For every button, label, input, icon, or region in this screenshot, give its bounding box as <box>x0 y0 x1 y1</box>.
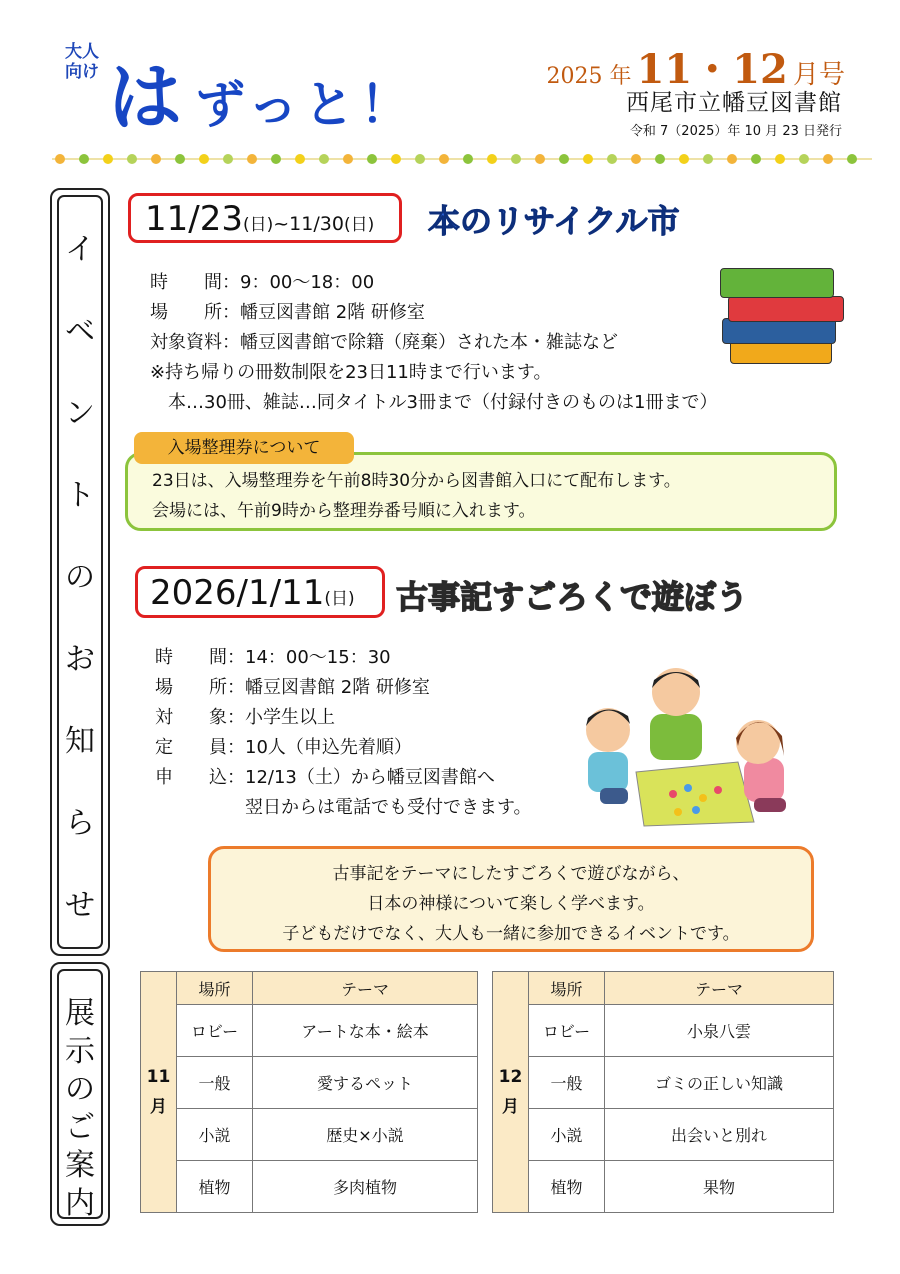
event1-date-day2: (日) <box>343 215 375 235</box>
event1-details <box>150 268 717 418</box>
garland-dot <box>319 154 329 164</box>
event2-apply-phone: 翌日からは電話でも受付できます。 <box>155 797 532 818</box>
event2-date-main: 2026/1/11 <box>150 573 325 613</box>
event1-title: 本のリサイクル市 <box>428 202 680 240</box>
garland-dot <box>295 154 305 164</box>
events-label-char: ン <box>65 396 95 431</box>
column-header-place: 場所 <box>529 972 605 1005</box>
december-month-char: 月 <box>502 1097 519 1117</box>
event2-date-day: (日) <box>324 589 355 609</box>
exhibit-place: 小説 <box>177 1109 253 1161</box>
exhibit-label-char: の <box>65 1072 95 1107</box>
publish-date: 令和 7（2025）年 10 月 23 日発行 <box>629 124 842 139</box>
exhibit-place: 一般 <box>529 1057 605 1109</box>
ticket-notice-text <box>152 466 681 526</box>
garland-dot <box>751 154 761 164</box>
garland-dot <box>415 154 425 164</box>
issue-months: 11・12 <box>636 46 788 93</box>
exhibit-table-november <box>140 971 478 1213</box>
november-month-cell <box>141 972 177 1213</box>
events-label-char: ト <box>65 478 95 513</box>
event1-limit-detail: 本…30冊、雑誌…同タイトル3冊まで（付録付きのものは1冊まで） <box>150 392 718 413</box>
garland-dot <box>631 154 641 164</box>
garland-dot <box>535 154 545 164</box>
november-month-number: 11 <box>146 1067 171 1087</box>
exhibit-theme: 果物 <box>605 1161 834 1213</box>
garland-dot <box>655 154 665 164</box>
event1-limit-note: ※持ち帰りの冊数制限を23日11時まで行います。 <box>150 362 552 383</box>
exhibit-label-char: 展 <box>65 996 95 1031</box>
garland-dot <box>511 154 521 164</box>
garland-dot <box>175 154 185 164</box>
ticket-notice-label: 入場整理券について <box>134 432 354 464</box>
garland-dot <box>151 154 161 164</box>
events-label-char: イ <box>65 232 95 267</box>
issue-suffix: 月号 <box>792 60 845 90</box>
garland-dot <box>559 154 569 164</box>
garland-dot <box>271 154 281 164</box>
events-side-label <box>50 188 110 956</box>
garland-dot <box>703 154 713 164</box>
exhibit-label-char: ご <box>65 1110 95 1145</box>
garland-dot <box>775 154 785 164</box>
events-label-char: の <box>65 560 95 595</box>
exhibit-place: 植物 <box>177 1161 253 1213</box>
garland-dot <box>79 154 89 164</box>
event2-details <box>155 643 532 823</box>
garland-dot <box>343 154 353 164</box>
event2-title: 古事記すごろくで遊ぼう <box>396 578 749 616</box>
column-header-place: 場所 <box>177 972 253 1005</box>
audience-tag: 大人向け <box>65 42 99 82</box>
exhibit-theme: 小泉八雲 <box>605 1005 834 1057</box>
garland-dot <box>247 154 257 164</box>
exhibit-theme: 歴史×小説 <box>253 1109 478 1161</box>
event2-target: 対 象：小学生以上 <box>155 707 335 728</box>
garland-dot <box>799 154 809 164</box>
event2-description-line: 日本の神様について楽しく学べます。 <box>367 894 655 914</box>
garland-dot <box>583 154 593 164</box>
event1-date-box <box>128 193 402 243</box>
exhibit-label-char: 内 <box>65 1186 95 1221</box>
event2-description-line: 古事記をテーマにしたすごろくで遊びながら、 <box>332 864 690 884</box>
exhibits-side-label <box>50 962 110 1226</box>
exhibit-table-december <box>492 971 834 1213</box>
events-label-char: ベ <box>65 314 95 349</box>
dot-garland-divider <box>52 152 872 166</box>
exhibit-label-char: 示 <box>65 1034 95 1069</box>
garland-dot <box>847 154 857 164</box>
event1-place: 場 所：幡豆図書館 2階 研修室 <box>150 302 425 323</box>
garland-dot <box>55 154 65 164</box>
events-label-char: 知 <box>65 724 95 759</box>
garland-dot <box>127 154 137 164</box>
december-month-number: 12 <box>498 1067 523 1087</box>
column-header-theme: テーマ <box>605 972 834 1005</box>
exhibit-label-char: 案 <box>65 1148 95 1183</box>
event1-date-day1: (日) <box>242 215 274 235</box>
ticket-notice-line: 会場には、午前9時から整理券番号順に入れます。 <box>152 501 536 521</box>
newsletter-title-main: は <box>108 55 182 141</box>
garland-dot <box>463 154 473 164</box>
issue-year: 2025 年 <box>546 64 632 89</box>
event2-place: 場 所：幡豆図書館 2階 研修室 <box>155 677 430 698</box>
garland-dot <box>223 154 233 164</box>
event1-date-end: ~11/30 <box>273 213 344 235</box>
children-board-game-illustration <box>578 662 810 828</box>
garland-dot <box>391 154 401 164</box>
garland-dot <box>103 154 113 164</box>
exhibit-place: ロビー <box>177 1005 253 1057</box>
events-label-char: ら <box>65 806 95 841</box>
event1-materials: 対象資料：幡豆図書館で除籍（廃棄）された本・雑誌など <box>150 332 618 353</box>
event2-time: 時 間：14：00～15：30 <box>155 647 391 668</box>
exhibit-theme: 愛するペット <box>253 1057 478 1109</box>
ticket-notice-line: 23日は、入場整理券を午前8時30分から図書館入口にて配布します。 <box>152 471 681 491</box>
exhibit-theme: 多肉植物 <box>253 1161 478 1213</box>
newsletter-title-rest: ずっと！ <box>195 76 416 134</box>
event2-description-line: 子どもだけでなく、大人も一緒に参加できるイベントです。 <box>282 924 740 944</box>
garland-dot <box>823 154 833 164</box>
library-name: 西尾市立幡豆図書館 <box>626 90 842 116</box>
exhibit-theme: 出会いと別れ <box>605 1109 834 1161</box>
event1-date-main: 11/23 <box>145 199 243 239</box>
column-header-theme: テーマ <box>253 972 478 1005</box>
exhibit-theme: ゴミの正しい知識 <box>605 1057 834 1109</box>
garland-dot <box>367 154 377 164</box>
stacked-books-illustration <box>716 262 846 372</box>
garland-dot <box>679 154 689 164</box>
events-label-char: お <box>65 642 95 677</box>
exhibit-place: ロビー <box>529 1005 605 1057</box>
exhibit-place: 一般 <box>177 1057 253 1109</box>
event2-capacity: 定 員：10人（申込先着順） <box>155 737 412 758</box>
garland-dot <box>607 154 617 164</box>
garland-dot <box>727 154 737 164</box>
event2-date-box <box>135 566 385 618</box>
event1-time: 時 間：9：00～18：00 <box>150 272 375 293</box>
garland-dot <box>487 154 497 164</box>
event2-description-box <box>208 846 814 952</box>
garland-dot <box>439 154 449 164</box>
november-month-char: 月 <box>150 1097 167 1117</box>
exhibit-place: 小説 <box>529 1109 605 1161</box>
exhibit-theme: アートな本・絵本 <box>253 1005 478 1057</box>
garland-dot <box>199 154 209 164</box>
december-month-cell <box>493 972 529 1213</box>
event2-apply: 申 込：12/13（土）から幡豆図書館へ <box>155 767 495 788</box>
exhibit-place: 植物 <box>529 1161 605 1213</box>
events-label-char: せ <box>65 888 95 923</box>
